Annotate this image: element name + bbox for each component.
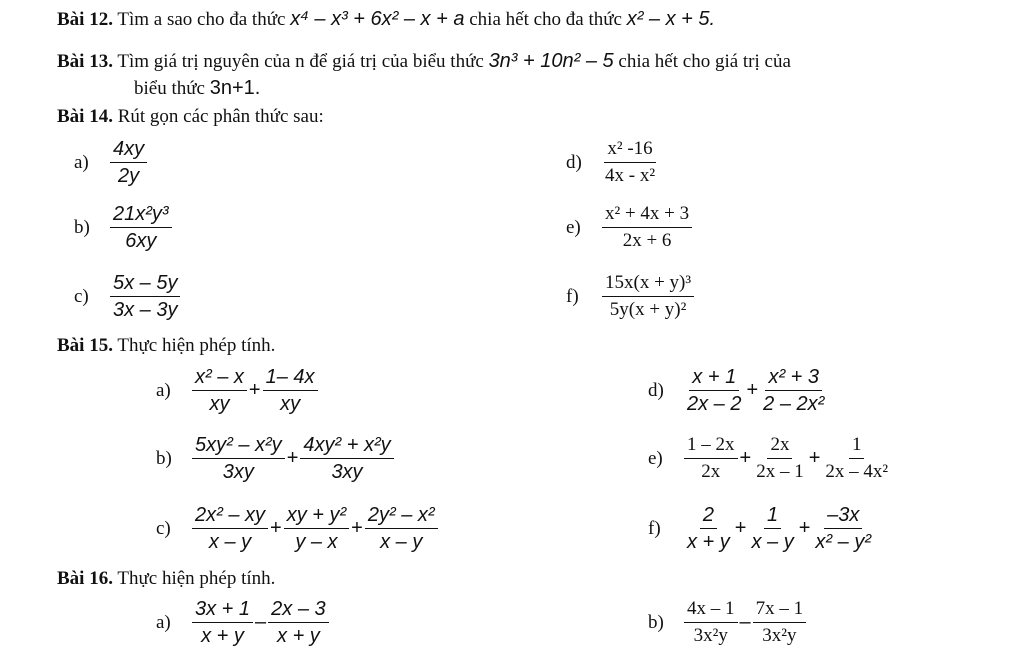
fraction <box>263 364 318 417</box>
problem-12-label: Bài 12. <box>57 9 113 30</box>
item-label: b) <box>74 216 90 238</box>
fraction <box>300 432 393 485</box>
problem-15-item-f <box>648 502 874 555</box>
denominator: 3xy <box>222 461 254 483</box>
item-label: b) <box>156 447 172 469</box>
numerator: 2x <box>767 432 792 459</box>
denominator: xy <box>209 393 230 415</box>
plus-operator: + <box>739 447 752 469</box>
numerator: xy + y² <box>284 502 349 529</box>
numerator: x² – x <box>192 364 247 391</box>
numerator: –3x <box>824 502 862 529</box>
fraction <box>192 596 253 649</box>
numerator: 1 <box>764 502 781 529</box>
problem-13-expression-1: 3n³ + 10n² – 5 <box>488 50 614 72</box>
denominator: y – x <box>295 531 338 553</box>
problem-14-label: Bài 14. <box>57 106 113 127</box>
problem-13-line-2 <box>134 77 260 100</box>
denominator: 3xy <box>331 461 363 483</box>
denominator: 2x – 2 <box>687 393 742 415</box>
numerator: x² -16 <box>604 136 655 163</box>
denominator: 6xy <box>125 230 157 252</box>
plus-operator: + <box>808 447 821 469</box>
numerator: x² + 4x + 3 <box>602 201 692 228</box>
fraction <box>192 364 247 417</box>
denominator: 2x – 4x² <box>825 461 889 482</box>
fraction <box>684 364 744 417</box>
minus-operator: – <box>255 611 267 633</box>
numerator: 21x²y³ <box>110 201 172 228</box>
numerator: 7x – 1 <box>753 596 807 623</box>
problem-15-item-e <box>648 432 891 485</box>
numerator: 4x – 1 <box>684 596 738 623</box>
problem-13-text-2: chia hết cho giá trị của <box>618 51 791 72</box>
denominator: x + y <box>277 625 320 647</box>
denominator: x – y <box>751 531 794 553</box>
fraction <box>684 432 738 485</box>
item-label: b) <box>648 611 664 633</box>
problem-14-item-c <box>74 270 180 323</box>
item-label: c) <box>74 285 89 307</box>
fraction <box>748 502 796 555</box>
problem-15-heading <box>57 335 275 357</box>
problem-13-line-1 <box>57 50 791 73</box>
problem-12-expression-1: x⁴ – x³ + 6x² – x + a <box>290 8 465 30</box>
numerator: x² + 3 <box>765 364 822 391</box>
item-label: f) <box>566 285 579 307</box>
item-label: d) <box>566 151 582 173</box>
denominator: 2 – 2x² <box>763 393 825 415</box>
problem-15-item-a <box>156 364 318 417</box>
item-label: a) <box>156 379 171 401</box>
plus-operator: + <box>798 517 811 539</box>
fraction <box>365 502 438 555</box>
numerator: 2x – 3 <box>268 596 328 623</box>
minus-operator: – <box>739 611 751 633</box>
problem-15-item-c <box>156 502 438 555</box>
numerator: 2 <box>700 502 717 529</box>
numerator: 2x² – xy <box>192 502 268 529</box>
numerator: x + 1 <box>689 364 739 391</box>
plus-operator: + <box>286 447 299 469</box>
fraction <box>602 201 692 254</box>
denominator: xy <box>280 393 301 415</box>
fraction <box>602 136 658 189</box>
denominator: x – y <box>380 531 423 553</box>
fraction <box>192 502 268 555</box>
item-label: e) <box>566 216 581 238</box>
fraction <box>192 432 285 485</box>
fraction <box>110 136 147 189</box>
problem-12 <box>57 8 715 31</box>
denominator: 3x – 3y <box>113 299 178 321</box>
denominator: x² – y² <box>815 531 871 553</box>
fraction <box>812 502 874 555</box>
item-label: a) <box>74 151 89 173</box>
denominator: 2x + 6 <box>622 230 672 251</box>
plus-operator: + <box>270 517 282 539</box>
fraction <box>822 432 891 485</box>
plus-operator: + <box>351 517 363 539</box>
problem-12-text-2: chia hết cho đa thức <box>469 9 622 30</box>
numerator: 3x + 1 <box>192 596 253 623</box>
problem-13-label: Bài 13. <box>57 51 113 72</box>
plus-operator: + <box>734 517 747 539</box>
plus-operator: + <box>746 379 759 401</box>
fraction <box>602 270 694 323</box>
numerator: 4xy <box>110 136 147 163</box>
fraction <box>110 201 172 254</box>
denominator: x + y <box>201 625 244 647</box>
numerator: 2y² – x² <box>365 502 438 529</box>
problem-15-title: Thực hiện phép tính. <box>117 335 276 356</box>
item-label: a) <box>156 611 171 633</box>
plus-operator: + <box>248 379 261 401</box>
problem-14-title: Rút gọn các phân thức sau: <box>117 106 324 127</box>
problem-15-item-d <box>648 364 827 417</box>
problem-14-item-d <box>566 136 658 189</box>
problem-16-item-a <box>156 596 329 649</box>
problem-12-text-1: Tìm a sao cho đa thức <box>117 9 286 30</box>
problem-13-text-1: Tìm giá trị nguyên của n để giá trị của biểu thức <box>117 51 484 72</box>
numerator: 5xy² – x²y <box>192 432 285 459</box>
numerator: 1 <box>849 432 865 459</box>
problem-16-title: Thực hiện phép tính. <box>117 568 276 589</box>
item-label: e) <box>648 447 663 469</box>
problem-14-item-b <box>74 201 172 254</box>
item-label: f) <box>648 517 661 539</box>
problem-13-text-3: biểu thức <box>134 78 205 99</box>
denominator: 3x²y <box>693 625 728 646</box>
problem-14-heading <box>57 106 324 128</box>
problem-13-expression-2: 3n+1. <box>209 77 261 99</box>
fraction <box>684 502 733 555</box>
fraction <box>284 502 349 555</box>
problem-14-item-f <box>566 270 694 323</box>
denominator: 5y(x + y)² <box>609 299 687 320</box>
fraction <box>110 270 180 323</box>
problem-16-label: Bài 16. <box>57 568 113 589</box>
problem-16-heading <box>57 568 275 590</box>
denominator: x + y <box>687 531 730 553</box>
numerator: 1– 4x <box>263 364 318 391</box>
problem-16-item-b <box>648 596 806 649</box>
item-label: c) <box>156 517 171 539</box>
problem-15-label: Bài 15. <box>57 335 113 356</box>
denominator: 2x – 1 <box>756 461 804 482</box>
denominator: 3x²y <box>762 625 797 646</box>
fraction <box>753 596 807 649</box>
denominator: 2x <box>701 461 721 482</box>
problem-14-item-e <box>566 201 692 254</box>
numerator: 4xy² + x²y <box>300 432 393 459</box>
denominator: 4x - x² <box>605 165 656 186</box>
numerator: 15x(x + y)³ <box>602 270 694 297</box>
fraction <box>268 596 328 649</box>
fraction <box>684 596 738 649</box>
denominator: 2y <box>118 165 140 187</box>
problem-12-expression-2: x² – x + 5. <box>626 8 716 30</box>
problem-15-item-b <box>156 432 394 485</box>
fraction <box>753 432 807 485</box>
item-label: d) <box>648 379 664 401</box>
fraction <box>760 364 827 417</box>
denominator: x – y <box>208 531 252 553</box>
numerator: 5x – 5y <box>110 270 180 297</box>
numerator: 1 – 2x <box>684 432 738 459</box>
problem-14-item-a <box>74 136 147 189</box>
